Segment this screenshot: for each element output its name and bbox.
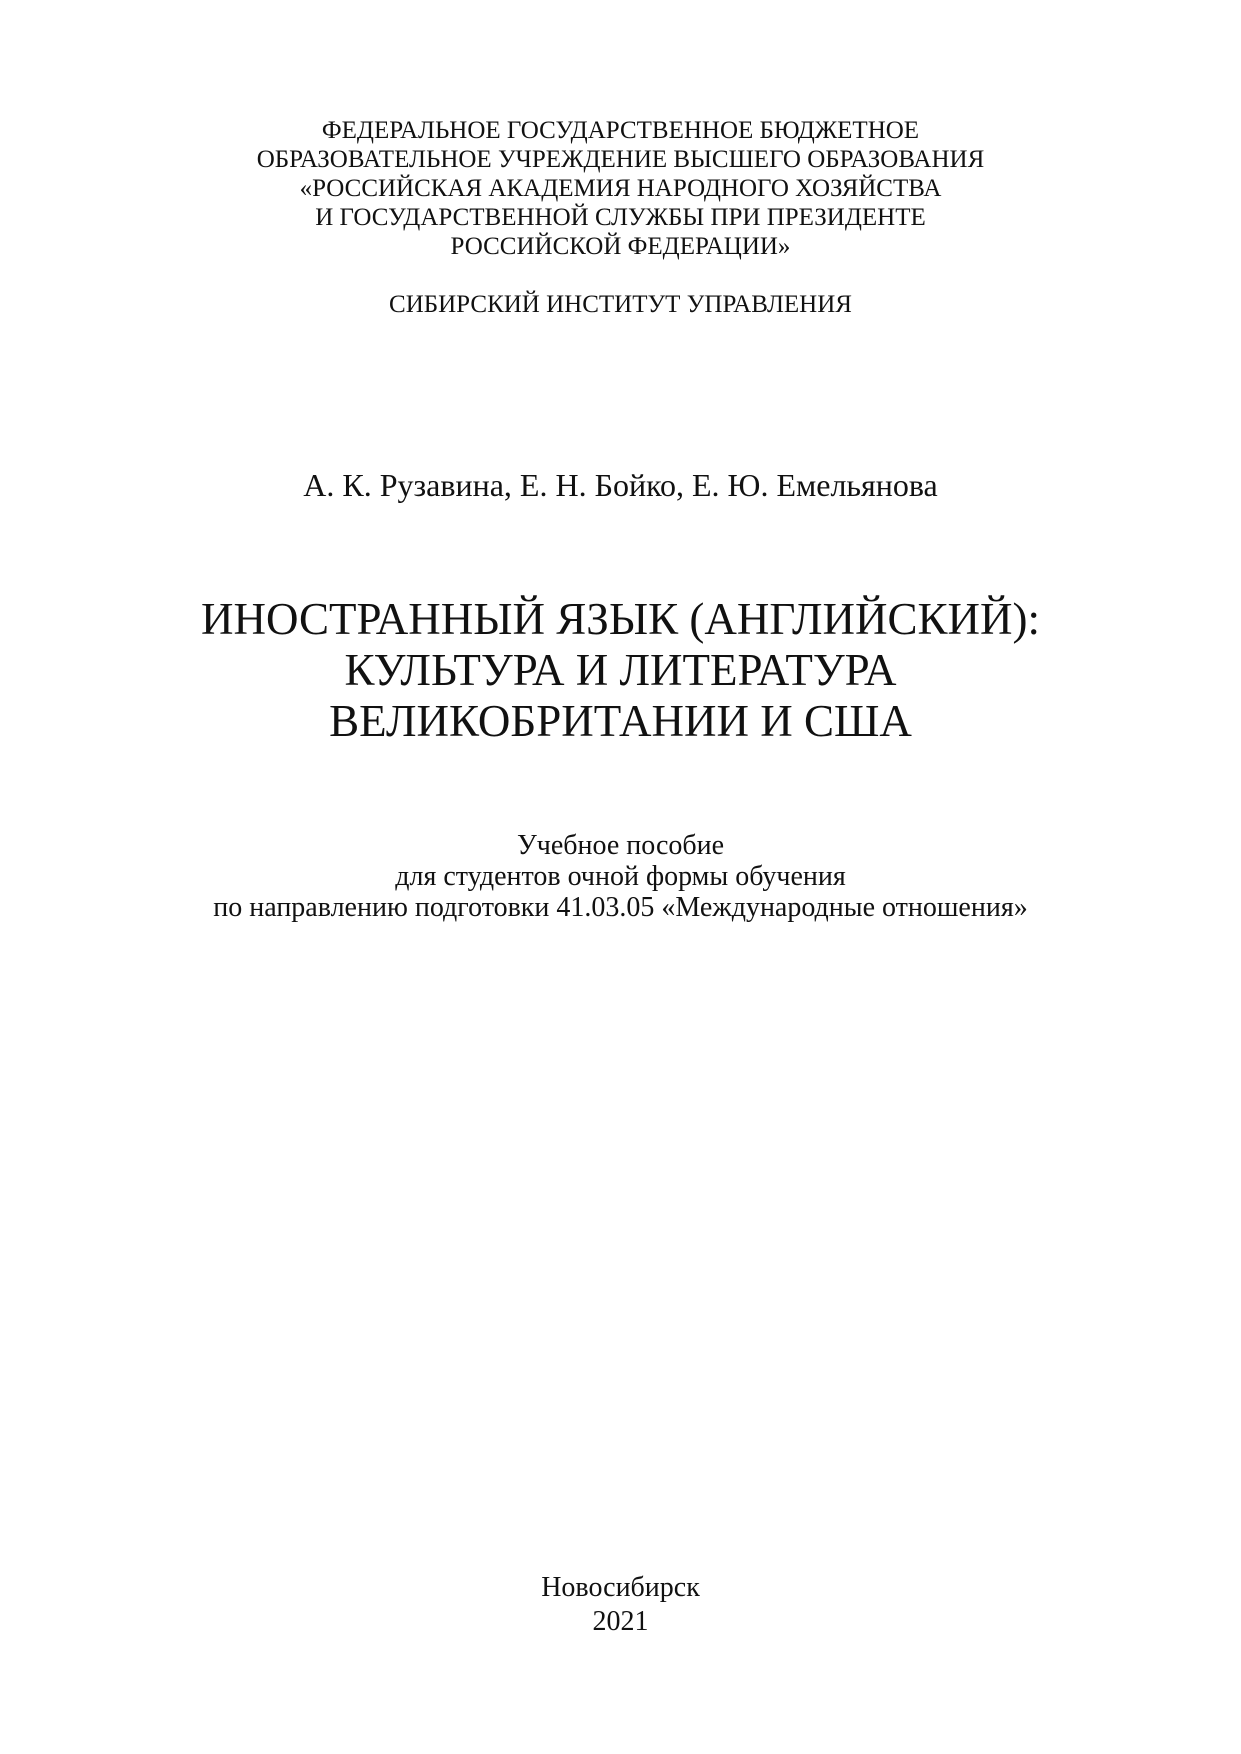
subtitle-line: для студентов очной формы обучения xyxy=(395,861,846,892)
institution-line: И ГОСУДАРСТВЕННОЙ СЛУЖБЫ ПРИ ПРЕЗИДЕНТЕ xyxy=(315,204,926,231)
institution-line: ОБРАЗОВАТЕЛЬНОЕ УЧРЕЖДЕНИЕ ВЫСШЕГО ОБРАЗОВАНИЯ xyxy=(256,146,985,173)
book-subtitle xyxy=(0,830,1241,923)
institution-line: ФЕДЕРАЛЬНОЕ ГОСУДАРСТВЕННОЕ БЮДЖЕТНОЕ xyxy=(321,117,920,144)
institution-line: РОССИЙСКОЙ ФЕДЕРАЦИИ» xyxy=(450,233,791,260)
publication-info xyxy=(0,1571,1241,1639)
institute-line: СИБИРСКИЙ ИНСТИТУТ УПРАВЛЕНИЯ xyxy=(389,291,852,318)
institution-line: «РОССИЙСКАЯ АКАДЕМИЯ НАРОДНОГО ХОЗЯЙСТВА xyxy=(299,175,942,202)
subtitle-line: Учебное пособие xyxy=(516,830,725,861)
institute-name xyxy=(0,290,1241,319)
title-line: КУЛЬТУРА И ЛИТЕРАТУРА xyxy=(344,645,897,695)
title-line: ВЕЛИКОБРИТАНИИ И США xyxy=(329,696,912,746)
institution-name xyxy=(0,116,1241,261)
authors-line: А. К. Рузавина, Е. Н. Бойко, Е. Ю. Емельянова xyxy=(303,467,938,503)
publication-year: 2021 xyxy=(592,1606,649,1637)
authors xyxy=(0,466,1241,504)
subtitle-line: по направлению подготовки 41.03.05 «Международные отношения» xyxy=(213,892,1028,923)
publication-city: Новосибирск xyxy=(541,1572,700,1603)
book-title xyxy=(0,594,1241,747)
title-line: ИНОСТРАННЫЙ ЯЗЫК (АНГЛИЙСКИЙ): xyxy=(200,594,1040,644)
